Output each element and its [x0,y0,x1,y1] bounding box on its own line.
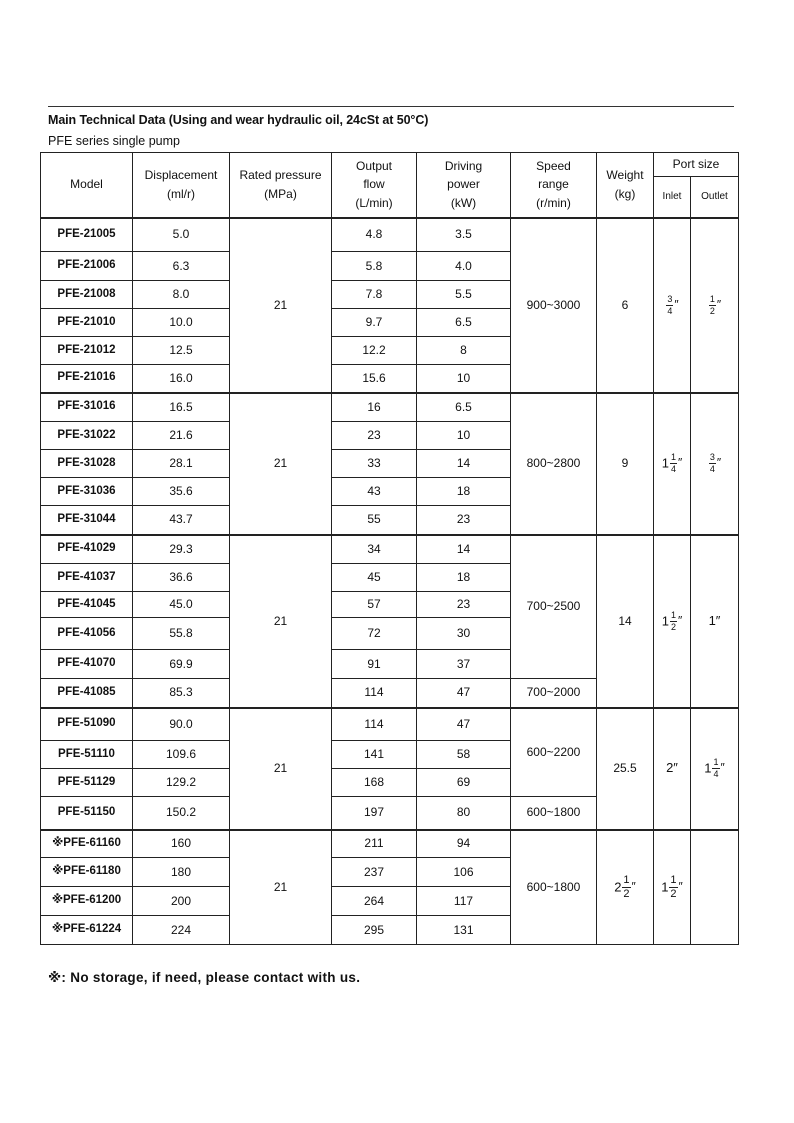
model-cell: ※PFE-61224 [41,916,133,945]
model-cell: PFE-41029 [41,535,133,564]
displacement-cell: 109.6 [133,741,230,769]
driving-power-cell: 14 [417,535,511,564]
displacement-cell: 28.1 [133,450,230,478]
port-size-whole: 1″ [708,612,721,628]
model-cell: ※PFE-61160 [41,830,133,858]
col-header-driving-power-line1: Driving [444,158,483,173]
model-cell: ※PFE-61180 [41,858,133,887]
table-row [41,708,739,741]
col-header-inlet: Inlet [654,177,691,218]
output-flow-cell: 23 [332,422,417,450]
footnote: ※: No storage, if need, please contact with us. [48,970,361,985]
fraction-denominator: 2 [709,305,715,316]
driving-power-cell: 3.5 [417,218,511,252]
inch-mark: ″ [678,613,683,628]
col-header-weight [597,153,654,218]
displacement-cell: 16.5 [133,393,230,422]
fraction-numerator: 1 [709,293,715,304]
table-row [41,535,739,564]
model-cell: PFE-51129 [41,769,133,797]
output-flow-cell: 114 [332,679,417,708]
driving-power-cell: 23 [417,506,511,535]
speed-range-cell: 600~1800 [511,830,597,945]
output-flow-cell: 9.7 [332,309,417,337]
output-flow-cell: 295 [332,916,417,945]
port-size-whole: 2 [614,879,622,895]
driving-power-cell: 10 [417,422,511,450]
col-header-weight-line1: Weight [606,168,644,183]
port-size-fraction [622,875,630,900]
model-cell: PFE-21008 [41,281,133,309]
heading-rule-short [48,106,80,107]
displacement-cell: 43.7 [133,506,230,535]
fraction-denominator: 2 [623,887,630,900]
displacement-cell: 5.0 [133,218,230,252]
weight-cell: 14 [597,535,654,708]
output-flow-cell: 34 [332,535,417,564]
displacement-cell: 224 [133,916,230,945]
driving-power-cell: 69 [417,769,511,797]
driving-power-cell: 106 [417,858,511,887]
displacement-cell: 85.3 [133,679,230,708]
driving-power-cell: 131 [417,916,511,945]
output-flow-cell: 114 [332,708,417,741]
model-cell: PFE-51150 [41,797,133,830]
speed-range-cell: 600~2200 [511,708,597,797]
model-cell: PFE-41037 [41,564,133,592]
fraction-numerator: 1 [670,873,677,886]
col-header-outlet: Outlet [691,177,739,218]
col-header-output-flow-line2: flow [363,177,385,192]
displacement-cell: 90.0 [133,708,230,741]
displacement-cell: 69.9 [133,650,230,679]
col-header-driving-power [417,153,511,218]
inch-mark: ″ [674,297,679,312]
output-flow-cell: 91 [332,650,417,679]
output-flow-cell: 33 [332,450,417,478]
output-flow-cell: 264 [332,887,417,916]
model-cell: PFE-21006 [41,252,133,281]
col-header-displacement-line2: (ml/r) [167,186,195,201]
table-row [41,830,739,858]
model-cell: PFE-31022 [41,422,133,450]
port-size-fraction [670,611,677,632]
port-size-fraction [670,453,677,474]
speed-range-cell: 600~1800 [511,797,597,830]
fraction-denominator: 4 [709,464,715,474]
col-header-model: Model [41,153,133,218]
col-header-rated-pressure-line2: (MPa) [264,186,297,201]
col-header-speed-range [511,153,597,218]
inlet-port-cell [654,218,691,393]
col-header-weight-line2: (kg) [614,186,636,201]
weight-cell: 9 [597,393,654,535]
displacement-cell: 21.6 [133,422,230,450]
displacement-cell: 16.0 [133,365,230,393]
weight-cell: 6 [597,218,654,393]
output-flow-cell: 4.8 [332,218,417,252]
output-flow-cell: 5.8 [332,252,417,281]
col-header-output-flow [332,153,417,218]
col-header-displacement [133,153,230,218]
driving-power-cell: 58 [417,741,511,769]
weight-cell [597,830,654,945]
displacement-cell: 12.5 [133,337,230,365]
col-header-port-size: Port size [654,153,739,177]
driving-power-cell: 14 [417,450,511,478]
outlet-port-cell [691,830,739,945]
fraction-numerator: 1 [623,873,630,886]
inch-mark: ″ [716,455,722,470]
output-flow-cell: 237 [332,858,417,887]
displacement-cell: 10.0 [133,309,230,337]
table-row [41,218,739,252]
driving-power-cell: 80 [417,797,511,830]
col-header-speed-range-line2: range [538,177,569,192]
table-row [41,393,739,422]
port-size-fraction [709,295,716,316]
col-header-rated-pressure-line1: Rated pressure [239,168,322,183]
displacement-cell: 8.0 [133,281,230,309]
rated-pressure-cell: 21 [230,218,332,393]
driving-power-cell: 6.5 [417,393,511,422]
output-flow-cell: 197 [332,797,417,830]
output-flow-cell: 43 [332,478,417,506]
inch-mark: ″ [716,297,722,312]
col-header-driving-power-line2: power [447,177,480,192]
outlet-port-cell [691,535,739,708]
page-subtitle: PFE series single pump [48,134,181,148]
model-cell: PFE-21016 [41,365,133,393]
driving-power-cell: 94 [417,830,511,858]
driving-power-cell: 117 [417,887,511,916]
displacement-cell: 150.2 [133,797,230,830]
rated-pressure-cell: 21 [230,393,332,535]
heading-rule [80,106,734,107]
inch-mark: ″ [720,760,725,775]
port-size-fraction [669,875,677,900]
fraction-numerator: 1 [670,609,676,620]
outlet-port-cell [691,708,739,830]
model-cell: ※PFE-61200 [41,887,133,916]
output-flow-cell: 211 [332,830,417,858]
model-cell: PFE-41045 [41,592,133,618]
col-header-speed-range-line1: Speed [536,158,571,173]
outlet-port-cell [691,393,739,535]
displacement-cell: 29.3 [133,535,230,564]
model-cell: PFE-41085 [41,679,133,708]
col-header-output-flow-line1: Output [355,158,393,173]
spec-table [40,152,739,945]
port-size-whole: 1 [661,612,669,628]
port-size-fraction [709,453,716,474]
col-header-speed-range-line3: (r/min) [536,196,571,211]
col-header-displacement-line1: Displacement [144,168,218,183]
output-flow-cell: 141 [332,741,417,769]
rated-pressure-cell: 21 [230,830,332,945]
speed-range-cell: 800~2800 [511,393,597,535]
driving-power-cell: 37 [417,650,511,679]
fraction-denominator: 4 [670,464,676,474]
output-flow-cell: 168 [332,769,417,797]
model-cell: PFE-31044 [41,506,133,535]
model-cell: PFE-41056 [41,618,133,650]
fraction-numerator: 1 [713,757,719,767]
speed-range-cell: 700~2500 [511,535,597,679]
model-cell: PFE-31028 [41,450,133,478]
displacement-cell: 45.0 [133,592,230,618]
model-cell: PFE-31016 [41,393,133,422]
inch-mark: ″ [631,879,636,894]
weight-cell: 25.5 [597,708,654,830]
driving-power-cell: 23 [417,592,511,618]
rated-pressure-cell: 21 [230,535,332,708]
driving-power-cell: 18 [417,478,511,506]
output-flow-cell: 72 [332,618,417,650]
fraction-denominator: 4 [713,769,719,779]
port-size-fraction [712,758,719,779]
model-cell: PFE-41070 [41,650,133,679]
port-size-whole: 2″ [666,760,678,776]
displacement-cell: 200 [133,887,230,916]
driving-power-cell: 8 [417,337,511,365]
driving-power-cell: 4.0 [417,252,511,281]
spec-table-body [41,218,739,945]
output-flow-cell: 45 [332,564,417,592]
inch-mark: ″ [678,455,683,470]
col-header-rated-pressure [230,153,332,218]
driving-power-cell: 47 [417,708,511,741]
model-cell: PFE-21010 [41,309,133,337]
outlet-port-cell [691,218,739,393]
driving-power-cell: 6.5 [417,309,511,337]
fraction-numerator: 3 [709,452,715,462]
inlet-port-cell [654,393,691,535]
output-flow-cell: 57 [332,592,417,618]
fraction-denominator: 2 [670,887,677,900]
model-cell: PFE-21005 [41,218,133,252]
port-size-whole: 1 [704,760,712,776]
output-flow-cell: 16 [332,393,417,422]
driving-power-cell: 30 [417,618,511,650]
port-size-fraction [666,295,673,316]
spec-table-container [40,152,739,945]
displacement-cell: 35.6 [133,478,230,506]
fraction-numerator: 3 [667,293,673,304]
inlet-port-cell [654,708,691,830]
displacement-cell: 160 [133,830,230,858]
fraction-numerator: 1 [670,452,676,462]
displacement-cell: 180 [133,858,230,887]
displacement-cell: 129.2 [133,769,230,797]
inlet-port-cell [654,830,691,945]
displacement-cell: 36.6 [133,564,230,592]
fraction-denominator: 4 [667,305,673,316]
rated-pressure-cell: 21 [230,708,332,830]
col-header-output-flow-line3: (L/min) [355,196,393,211]
port-size-whole: 1 [661,455,669,471]
driving-power-cell: 5.5 [417,281,511,309]
model-cell: PFE-51090 [41,708,133,741]
fraction-denominator: 2 [670,621,676,632]
model-cell: PFE-51110 [41,741,133,769]
col-header-driving-power-line3: (kW) [450,196,477,211]
driving-power-cell: 10 [417,365,511,393]
output-flow-cell: 7.8 [332,281,417,309]
driving-power-cell: 18 [417,564,511,592]
output-flow-cell: 15.6 [332,365,417,393]
output-flow-cell: 12.2 [332,337,417,365]
model-cell: PFE-31036 [41,478,133,506]
inlet-port-cell [654,535,691,708]
model-cell: PFE-21012 [41,337,133,365]
port-size-whole: 1 [661,879,669,895]
displacement-cell: 55.8 [133,618,230,650]
inch-mark: ″ [678,879,683,894]
displacement-cell: 6.3 [133,252,230,281]
driving-power-cell: 47 [417,679,511,708]
output-flow-cell: 55 [332,506,417,535]
speed-range-cell: 900~3000 [511,218,597,393]
speed-range-cell: 700~2000 [511,679,597,708]
page-title: Main Technical Data (Using and wear hydraulic oil, 24cSt at 50°C) [48,113,429,127]
